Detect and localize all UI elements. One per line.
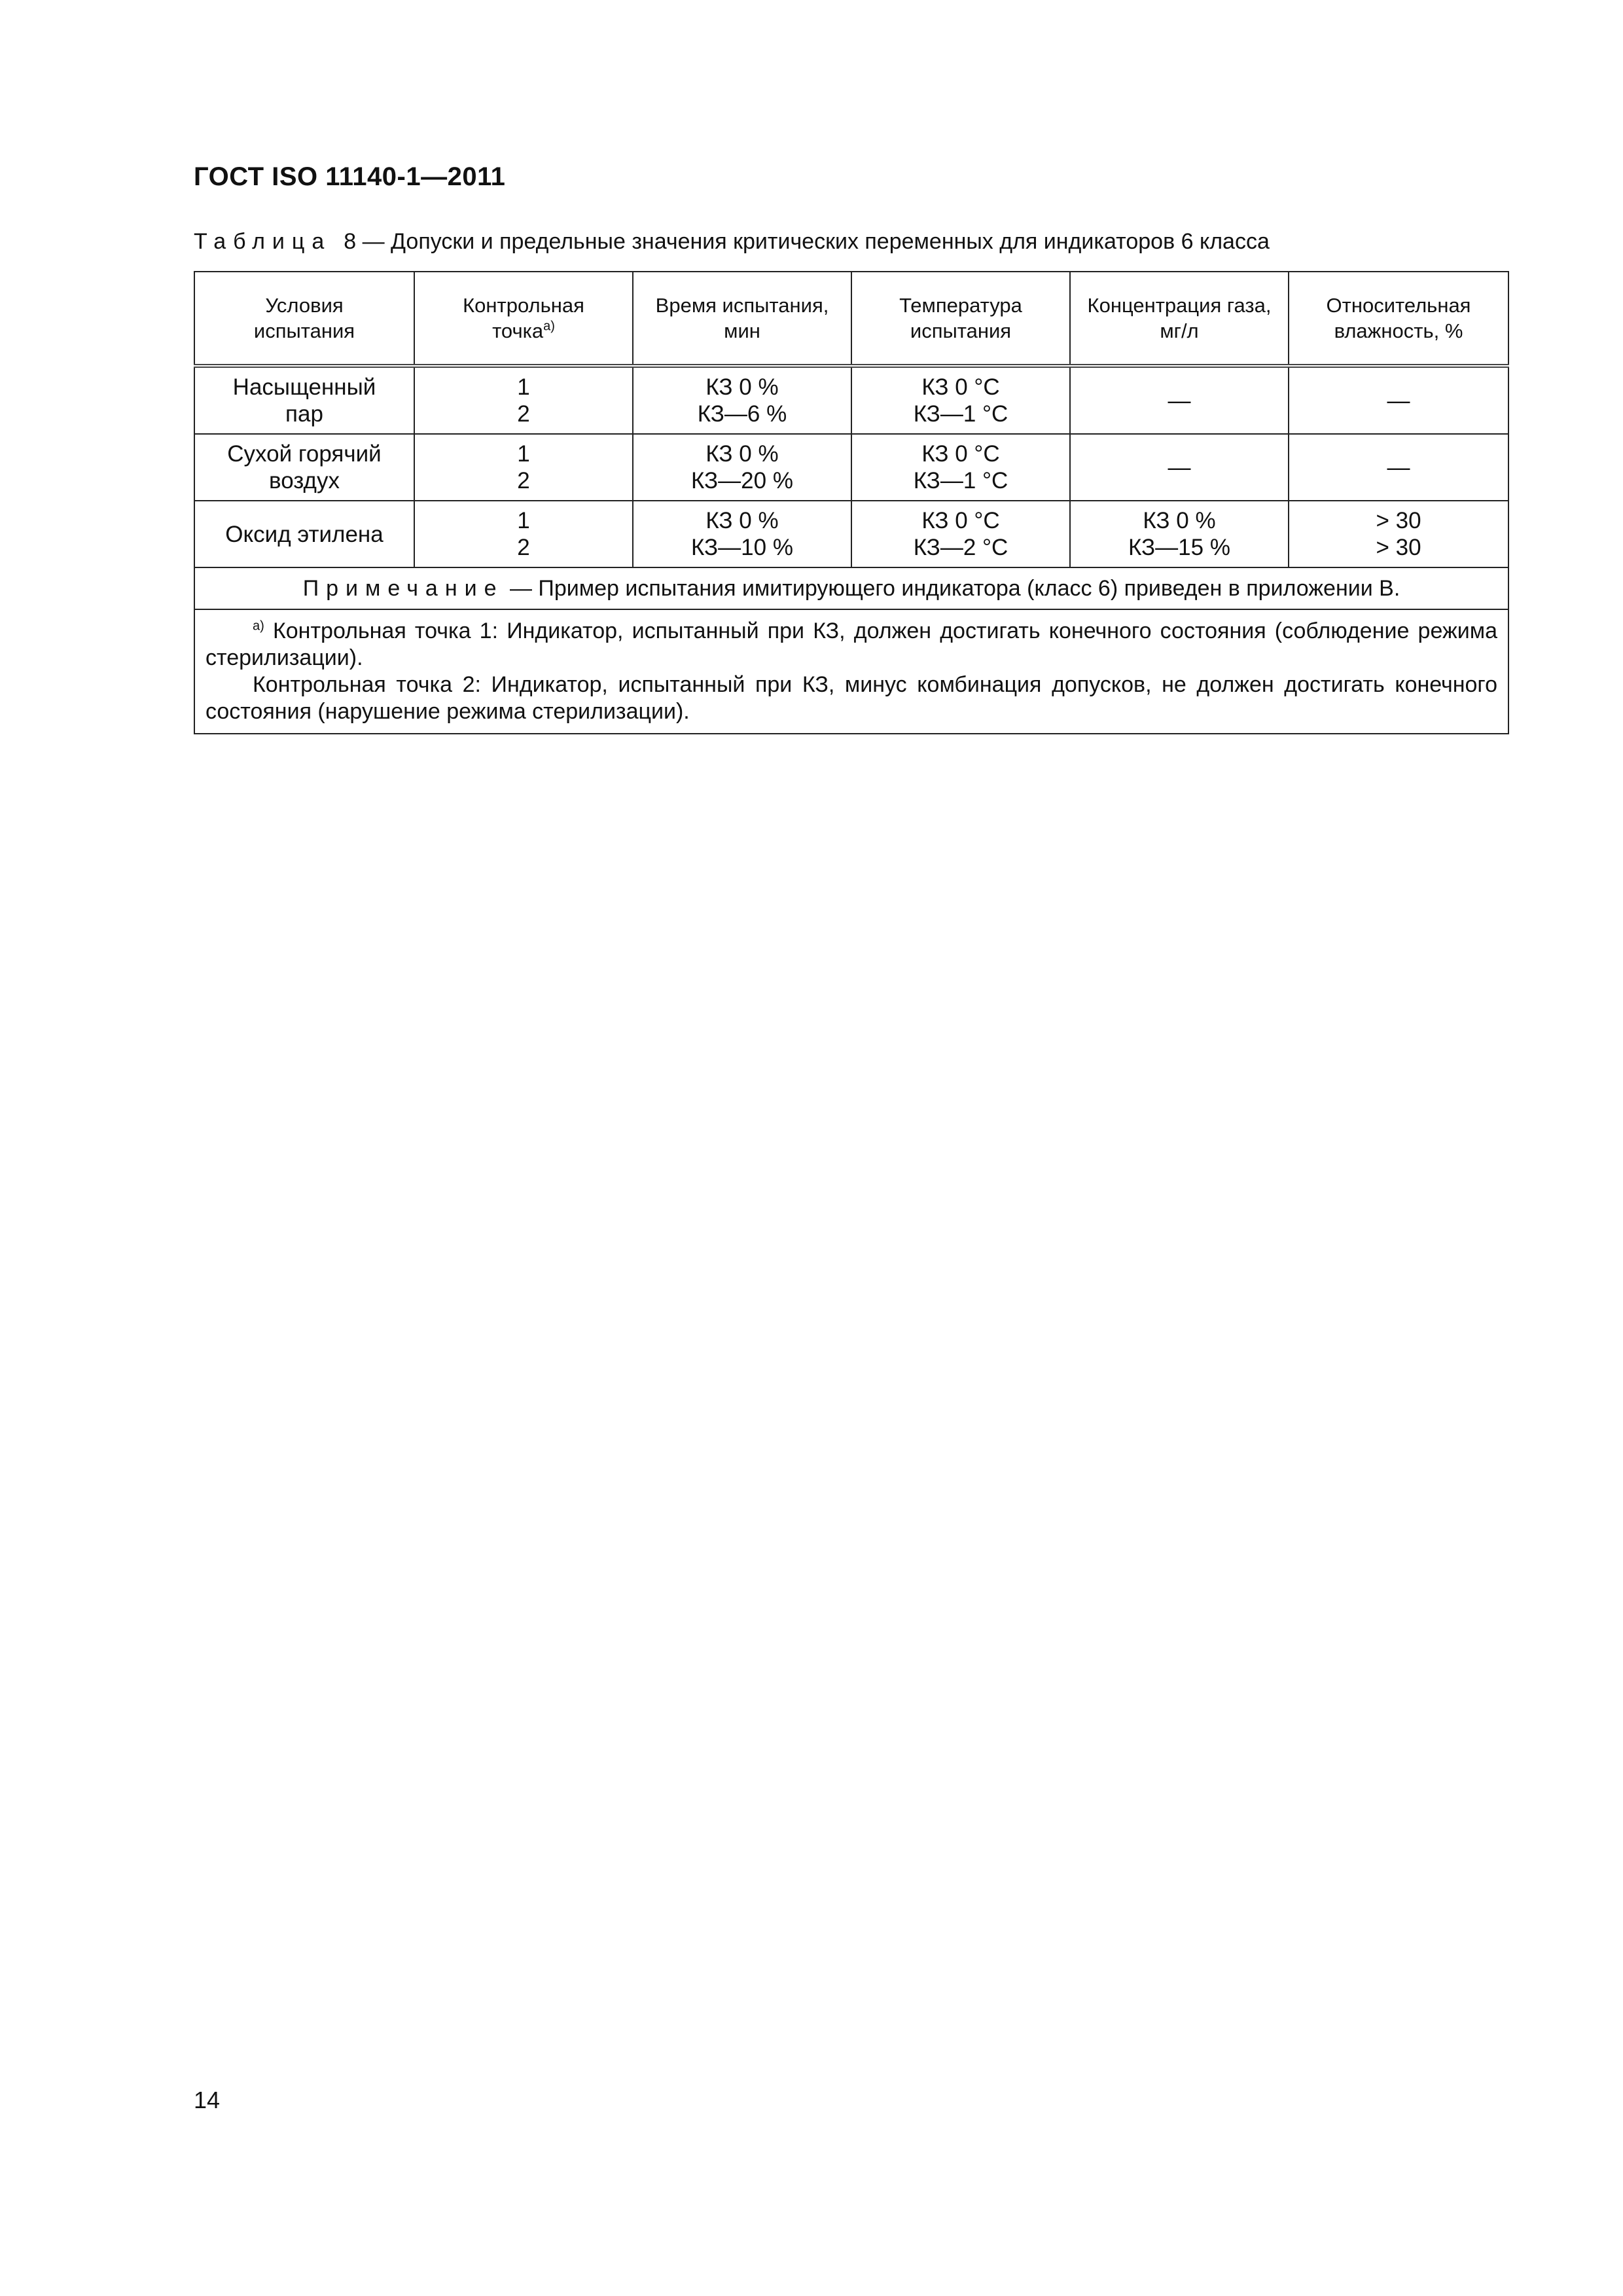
note-text: — Пример испытания имитирующего индикатора (класс 6) приведен в приложении В. bbox=[509, 575, 1400, 601]
cell-condition: Оксид этилена bbox=[194, 501, 414, 567]
cell-condition: Насыщенный пар bbox=[194, 366, 414, 434]
footnote-2: Контрольная точка 2: Индикатор, испытанный при КЗ, минус комбинация допусков, не должен достигать конечного состояния (нарушение режима стерилизации). bbox=[205, 672, 1497, 724]
footnote-1: $^{а)}$ Контрольная точка 1: Индикатор, испытанный при КЗ, должен достигать конечного состояния (соблюдение режима стерилизации). bbox=[205, 619, 1497, 670]
table-caption-label: Таблица bbox=[194, 229, 332, 254]
cell-time: КЗ 0 % КЗ—6 % bbox=[633, 366, 851, 434]
cell-humidity: > 30 > 30 bbox=[1289, 501, 1508, 567]
table-note bbox=[194, 567, 1508, 609]
cell-control-point: 1 2 bbox=[414, 434, 633, 501]
cell-temperature: КЗ 0 °С КЗ—2 °С bbox=[851, 501, 1070, 567]
table-footnotes bbox=[194, 609, 1508, 734]
cell-time: КЗ 0 % КЗ—10 % bbox=[633, 501, 851, 567]
column-header-humidity: Относительная влажность, % bbox=[1289, 272, 1508, 366]
cell-humidity: — bbox=[1289, 434, 1508, 501]
cell-gas: — bbox=[1070, 366, 1289, 434]
cell-time: КЗ 0 % КЗ—20 % bbox=[633, 434, 851, 501]
column-header-gas-concentration: Концентрация газа, мг/л bbox=[1070, 272, 1289, 366]
footnote-marker: а) bbox=[543, 319, 555, 334]
note-label: Примечание bbox=[302, 575, 504, 601]
column-header-conditions: Условия испытания bbox=[194, 272, 414, 366]
column-header-control-point: Контрольная точка$^{а)}$ bbox=[414, 272, 633, 366]
table-row-ethylene-oxide bbox=[194, 501, 1508, 567]
column-header-temperature: Температура испытания bbox=[851, 272, 1070, 366]
document-header: ГОСТ ISO 11140-1—2011 bbox=[194, 162, 506, 191]
tolerance-table bbox=[194, 271, 1509, 734]
footnote-marker: а) bbox=[253, 619, 264, 634]
table-footnote-row bbox=[194, 609, 1508, 734]
cell-gas: — bbox=[1070, 434, 1289, 501]
cell-gas: КЗ 0 % КЗ—15 % bbox=[1070, 501, 1289, 567]
cell-control-point: 1 2 bbox=[414, 501, 633, 567]
table-note-row bbox=[194, 567, 1508, 609]
table-caption-text: 8 — Допуски и предельные значения критических переменных для индикаторов 6 класса bbox=[344, 229, 1270, 254]
column-header-time: Время испытания, мин bbox=[633, 272, 851, 366]
cell-condition: Сухой горячий воздух bbox=[194, 434, 414, 501]
cell-humidity: — bbox=[1289, 366, 1508, 434]
cell-temperature: КЗ 0 °С КЗ—1 °С bbox=[851, 366, 1070, 434]
table-caption bbox=[194, 229, 1270, 255]
page-number: 14 bbox=[194, 2087, 221, 2113]
cell-control-point: 1 2 bbox=[414, 366, 633, 434]
table-header-row bbox=[194, 272, 1508, 366]
table-row-dry-hot-air bbox=[194, 434, 1508, 501]
table-row-saturated-steam bbox=[194, 366, 1508, 434]
cell-temperature: КЗ 0 °С КЗ—1 °С bbox=[851, 434, 1070, 501]
